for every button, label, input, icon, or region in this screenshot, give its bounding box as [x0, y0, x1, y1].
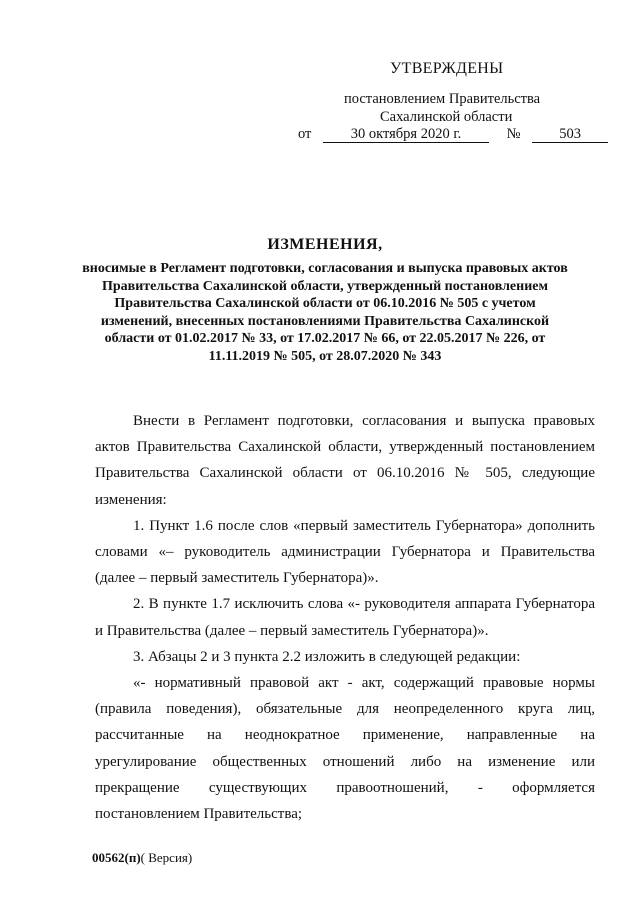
approval-date-line — [298, 126, 608, 143]
document-title: ИЗМЕНЕНИЯ, — [267, 236, 383, 253]
document-version: ( Версия) — [140, 850, 193, 865]
approved-heading: УТВЕРЖДЕНЫ — [390, 60, 504, 77]
approval-date: 30 октября 2020 г. — [323, 126, 489, 143]
document-heading — [80, 236, 570, 365]
document-subtitle: вносимые в Регламент подготовки, согласования и выпуска правовых актов Правительства Сахалинской области, утвержденный постановлением Правительства Сахалинской области от 06.10.2016 № 505 с учетом изменений, внесенных постановлениями Правительства Сахалинской области от 01.02.2017 № 33, от 17.02.2017 № 66, от 22.05.2017 № 226, от 11.11.2019 № 505, от 28.07.2020 № 343 — [82, 261, 568, 364]
document-code-number: 00562(п) — [92, 850, 141, 865]
number-label: № — [506, 126, 521, 142]
paragraph-item-2: 2. В пункте 1.7 исключить слова «- руководителя аппарата Губернатора и Правительства (далее – первый заместитель Губернатора)». — [95, 596, 595, 639]
approval-number: 503 — [532, 126, 608, 143]
paragraph-item-3: 3. Абзацы 2 и 3 пункта 2.2 изложить в следующей редакции: — [133, 648, 521, 665]
document-code — [92, 850, 192, 866]
paragraph-intro: Внести в Регламент подготовки, согласования и выпуска правовых актов Правительства Сахалинской области, утвержденный постановлением Правительства Сахалинской области от 06.10.2016 № 505, следующие изменения: — [95, 413, 595, 508]
paragraph-item-1: 1. Пункт 1.6 после слов «первый заместитель Губернатора» дополнить словами «– руководитель администрации Губернатора и Правительства (далее – первый заместитель Губернатора)». — [95, 517, 595, 587]
paragraph-quote: «- нормативный правовой акт - акт, содержащий правовые нормы (правила поведения), обязательные для неопределенного круга лиц, рассчитанные на неоднократное применение, направленные на урегулирование общественных отношений либо на изменение или прекращение существующих правоотношений, - оформляется постановлением Правительства; — [95, 675, 595, 823]
from-label: от — [298, 126, 312, 142]
approved-region-line: Сахалинской области — [380, 109, 513, 125]
approved-by-line: постановлением Правительства — [344, 91, 541, 107]
document-body — [95, 408, 595, 827]
